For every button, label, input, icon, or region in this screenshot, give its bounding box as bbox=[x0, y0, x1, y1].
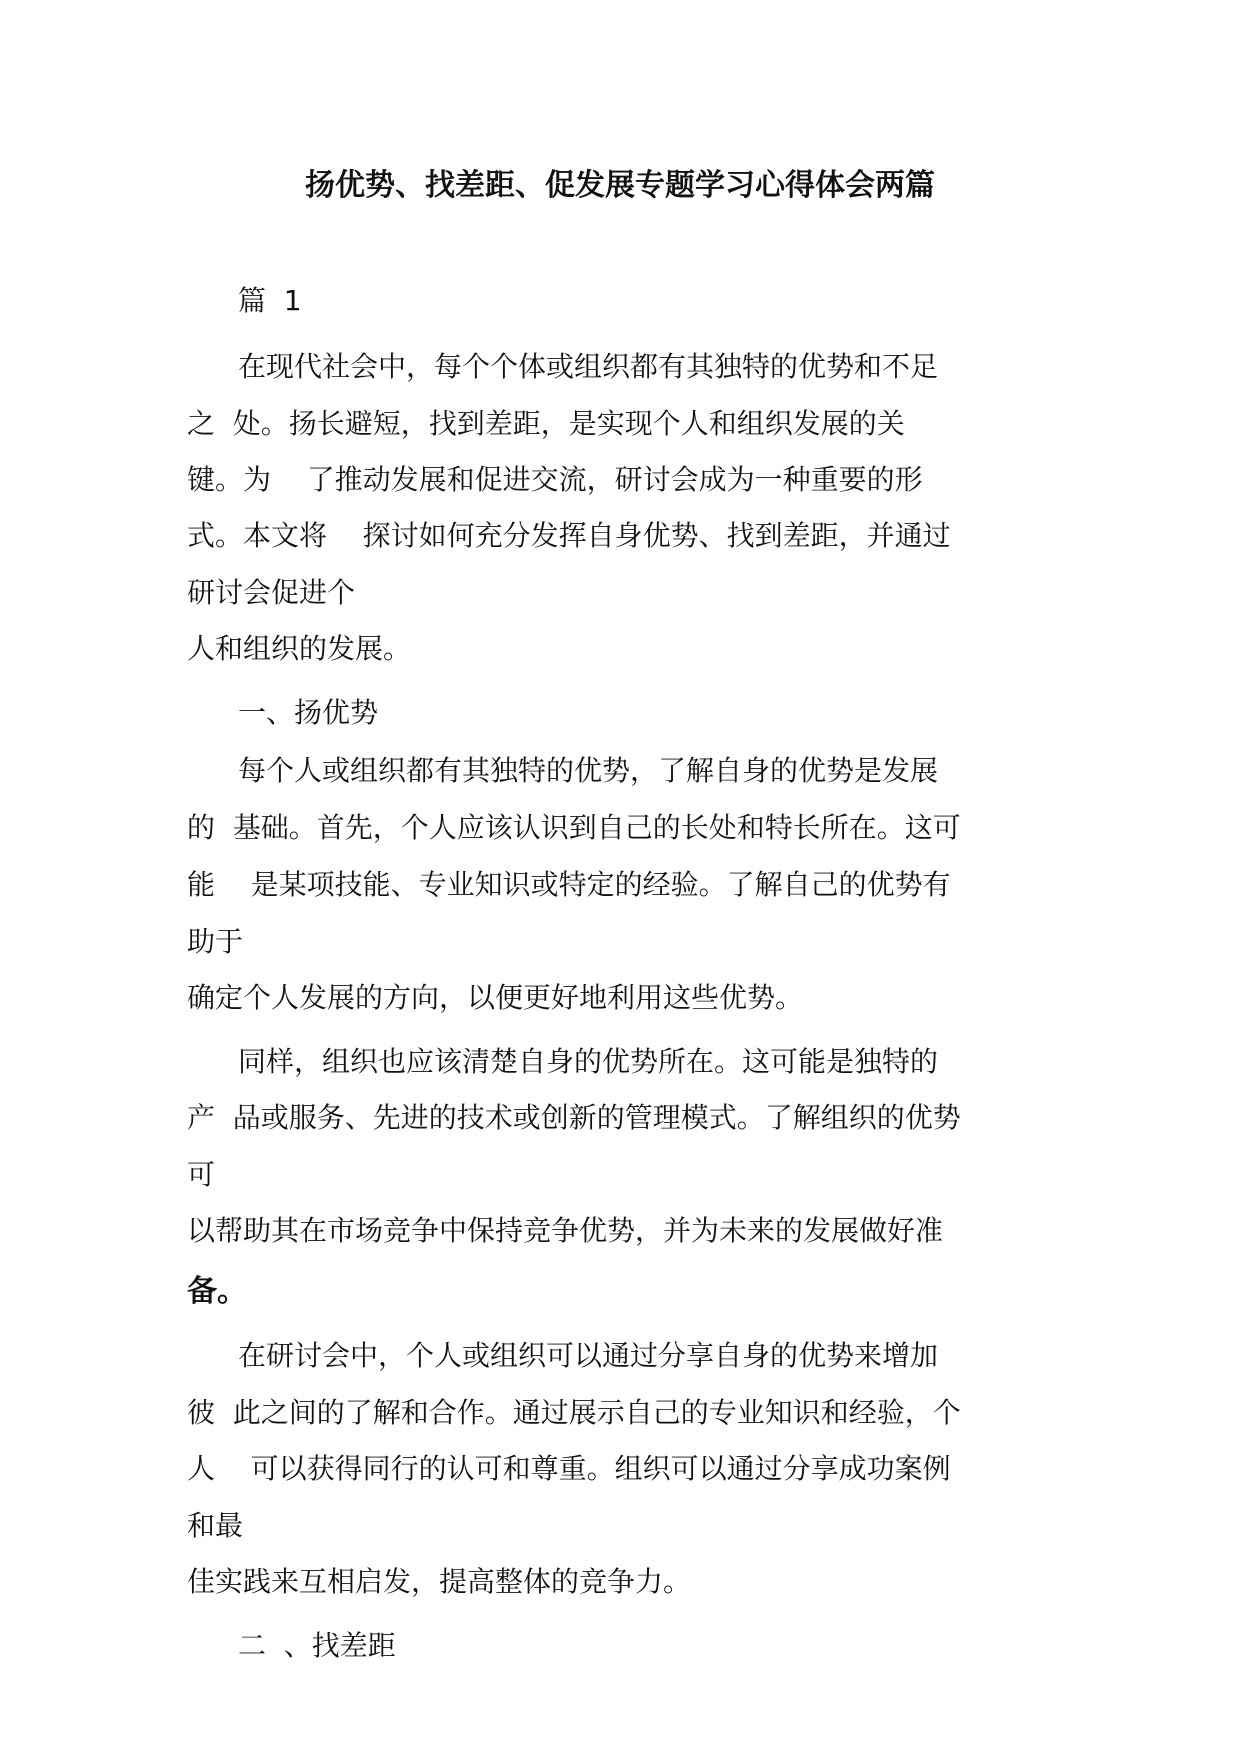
paragraph-line: 每个人或组织都有其独特的优势，了解自身的优势是发展 bbox=[238, 754, 939, 787]
paragraph-line: 彼 此之间的了解和合作。通过展示自己的专业知识和经验，个 bbox=[187, 1396, 961, 1429]
paragraph-line: 式。本文将 探讨如何充分发挥自身优势、找到差距，并通过 bbox=[187, 519, 951, 552]
paragraph-line: 助于 bbox=[187, 925, 244, 958]
paragraph-line: 和最 bbox=[187, 1509, 244, 1542]
section-heading: 一、扬优势 bbox=[238, 696, 379, 729]
document-title: 扬优势、找差距、促发展专题学习心得体会两篇 bbox=[305, 168, 935, 203]
paragraph-line: 备。 bbox=[187, 1274, 247, 1309]
section-label: 篇 1 bbox=[238, 284, 302, 317]
paragraph-line: 之 处。扬长避短，找到差距，是实现个人和组织发展的关 bbox=[187, 407, 905, 440]
section-heading: 二 、找差距 bbox=[238, 1629, 396, 1662]
paragraph-line: 人 可以获得同行的认可和尊重。组织可以通过分享成功案例 bbox=[187, 1452, 951, 1485]
paragraph-line: 确定个人发展的方向，以便更好地利用这些优势。 bbox=[187, 981, 804, 1014]
paragraph-line: 研讨会促进个 bbox=[187, 576, 356, 609]
paragraph-line: 同样，组织也应该清楚自身的优势所在。这可能是独特的 bbox=[238, 1045, 939, 1078]
paragraph-line: 产 品或服务、先进的技术或创新的管理模式。了解组织的优势 bbox=[187, 1101, 961, 1134]
paragraph-line: 在现代社会中，每个个体或组织都有其独特的优势和不足 bbox=[238, 350, 939, 383]
paragraph-line: 键。为 了推动发展和促进交流，研讨会成为一种重要的形 bbox=[187, 463, 923, 496]
paragraph-line: 能 是某项技能、专业知识或特定的经验。了解自己的优势有 bbox=[187, 868, 951, 901]
paragraph-line: 的 基础。首先，个人应该认识到自己的长处和特长所在。这可 bbox=[187, 811, 961, 844]
paragraph-line: 可 bbox=[187, 1158, 216, 1191]
paragraph-line: 人和组织的发展。 bbox=[187, 632, 412, 665]
paragraph-line: 佳实践来互相启发，提高整体的竞争力。 bbox=[187, 1565, 692, 1598]
paragraph-line: 在研讨会中，个人或组织可以通过分享自身的优势来增加 bbox=[238, 1339, 939, 1372]
paragraph-line: 以帮助其在市场竞争中保持竞争优势，并为未来的发展做好准 bbox=[187, 1214, 944, 1247]
